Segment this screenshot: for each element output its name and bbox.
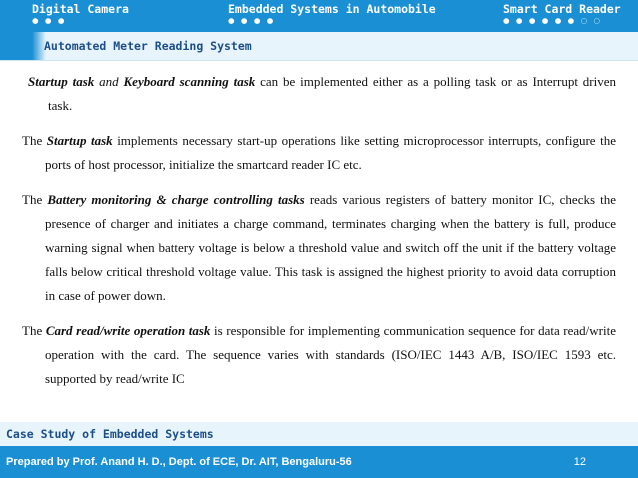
case-study-title: Case Study of Embedded Systems: [6, 427, 214, 441]
author-credit: Prepared by Prof. Anand H. D., Dept. of ECE, Dr. AIT, Bengaluru-56: [6, 456, 352, 468]
emphasis-term: Startup task: [28, 74, 95, 89]
paragraph-startup-keyboard: [25, 70, 616, 118]
subsection-title-bar: [0, 32, 638, 61]
progress-dot-empty-icon[interactable]: ○ ○: [576, 16, 603, 25]
nav-section-smart-card-reader[interactable]: Smart Card Reader: [503, 2, 621, 16]
page-number: 12: [573, 456, 586, 468]
body-text: can be implemented either as a polling task or as Interrupt driven task.: [48, 74, 617, 113]
case-study-bar: [0, 422, 638, 446]
body-text: The: [22, 323, 46, 338]
paragraph-startup-task: [22, 129, 616, 177]
nav-section-digital-camera[interactable]: Digital Camera: [32, 2, 129, 16]
progress-dot-icon[interactable]: ● ● ●: [32, 16, 67, 25]
body-text: implements necessary start-up operations like setting microprocessor interrupts, configure the ports of host processor, initialize the smartcard reader IC etc.: [45, 133, 616, 172]
title-accent-shape: [0, 32, 46, 60]
nav-progress-dots: [228, 16, 275, 25]
progress-dot-icon[interactable]: ● ● ● ●: [228, 16, 276, 25]
body-text: The: [22, 133, 47, 148]
paragraph-battery-task: [22, 188, 616, 308]
slide-body: [22, 70, 616, 402]
emphasis-term: Keyboard scanning task: [123, 74, 256, 89]
progress-dot-icon[interactable]: ● ● ● ● ● ●: [503, 16, 577, 25]
paragraph-card-rw-task: [22, 319, 616, 391]
body-text: reads various registers of battery monitor IC, checks the presence of charger and initiates a charge command, terminates charging when the battery is full, produce warning signal when battery voltage is below a threshold value and switch off the unit if the battery voltage falls below critical threshold voltage value. This task is assigned the highest priority to avoid data corruption in case of power down.: [45, 192, 617, 303]
body-text: and: [94, 74, 124, 89]
footer-bar: [0, 446, 638, 478]
slide-subtitle: Automated Meter Reading System: [44, 39, 252, 53]
nav-section-embedded-automobile[interactable]: Embedded Systems in Automobile: [228, 2, 436, 16]
body-text: The: [22, 192, 48, 207]
section-navigation-bar: [0, 0, 638, 32]
emphasis-term: Battery monitoring & charge controlling tasks: [47, 192, 305, 207]
body-text: is responsible for implementing communication sequence for data read/write operation with the card. The sequence varies with standards (ISO/IEC 1443 A/B, ISO/IEC 1593 etc. supported by read/write IC: [45, 323, 616, 386]
nav-progress-dots: [503, 16, 602, 25]
emphasis-term: Startup task: [46, 133, 113, 148]
emphasis-term: Card read/write operation task: [45, 323, 211, 338]
nav-progress-dots: [32, 16, 66, 25]
